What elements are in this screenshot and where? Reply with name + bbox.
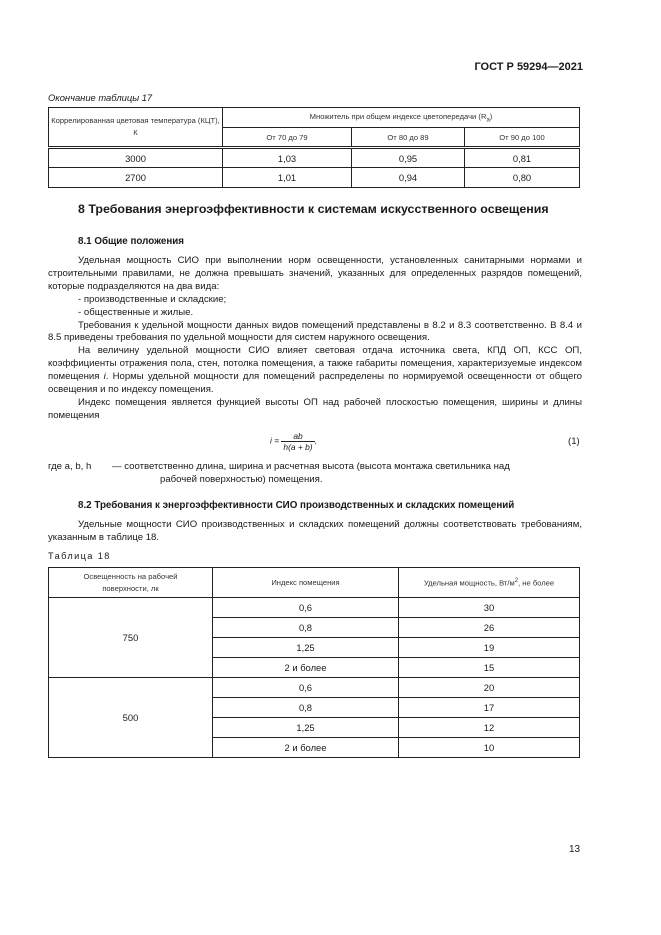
table-cell: 0,6 <box>213 598 399 618</box>
table18-header: Индекс помещения <box>213 568 399 598</box>
table-cell: 0,8 <box>213 618 399 638</box>
table-cell: 17 <box>399 698 580 718</box>
table-cell: 12 <box>399 718 580 738</box>
formula: i = $\frac{ab}{h(a + b)}$ , <box>270 431 317 452</box>
document-header: ГОСТ Р 59294—2021 <box>474 61 583 73</box>
table-cell: 30 <box>399 598 580 618</box>
table-cell: 1,01 <box>223 168 352 188</box>
table-cell: 10 <box>399 738 580 758</box>
table-row <box>49 168 580 188</box>
formula-legend: где a, b, h — соответственно длина, ширина и расчетная высота (высота монтажа светильника над рабочей поверхностью) помещения. <box>48 461 510 485</box>
table-cell: 15 <box>399 658 580 678</box>
table-18 <box>48 567 580 758</box>
table-row <box>49 598 580 618</box>
table-cell: 0,94 <box>352 168 465 188</box>
table17-col1-header: Коррелированная цветовая температура (КЦТ), К <box>49 108 223 148</box>
table-cell: 2700 <box>49 168 223 188</box>
paragraph: Удельные мощности СИО производственных и складских помещений должны соответствовать требованиям, указанным в таблице 18. <box>48 519 582 543</box>
formula-number: (1) <box>568 436 580 447</box>
table-cell: 2 и более <box>213 738 399 758</box>
list-item: - производственные и складские; <box>78 293 227 305</box>
table-17 <box>48 107 580 188</box>
table17-subheader: От 80 до 89 <box>352 128 465 148</box>
table-cell: 0,6 <box>213 678 399 698</box>
section-8-1-body <box>48 255 582 423</box>
table-cell: 0,95 <box>352 148 465 168</box>
table-cell: 26 <box>399 618 580 638</box>
illuminance-cell: 500 <box>49 678 213 758</box>
table-cell: 0,80 <box>465 168 580 188</box>
paragraph: На величину удельной мощности СИО влияет световая отдача источника света, КПД ОП, КСС ОП, коэффициенты отражения пола, стен, потолка помещения, а также габариты помещения, характеризуемые индексом помещения i. Нормы удельной мощности для помещений распределены по нормируемой освещенности от общего освещения и по индексу помещения. <box>48 345 582 396</box>
paragraph: Удельная мощность СИО при выполнении норм освещенности, установленных санитарными нормами и строительными правилами, не должна превышать значений, указанных для определенных разрядов помещений, которые подразделяются на два вида: <box>48 255 582 292</box>
table-cell: 2 и более <box>213 658 399 678</box>
table-cell: 20 <box>399 678 580 698</box>
section-8-heading: 8 Требования энергоэффективности к системам искусственного освещения <box>78 202 549 216</box>
table17-subheader: От 90 до 100 <box>465 128 580 148</box>
table17-caption: Окончание таблицы 17 <box>48 92 153 103</box>
table-cell: 1,25 <box>213 718 399 738</box>
table18-header: Освещенность на рабочей поверхности, лк <box>49 568 213 598</box>
table-cell: 19 <box>399 638 580 658</box>
table-row <box>49 148 580 168</box>
table-cell: 1,03 <box>223 148 352 168</box>
table-row <box>49 678 580 698</box>
table17-group-header: Множитель при общем индексе цветопередачи $(R_a)$ <box>223 108 580 128</box>
table17-subheader: От 70 до 79 <box>223 128 352 148</box>
paragraph: Требования к удельной мощности данных видов помещений представлены в 8.2 и 8.3 соответственно. В 8.4 и 8.5 приведены требования по удельной мощности для систем наружного освещения. <box>48 319 582 344</box>
illuminance-cell: 750 <box>49 598 213 678</box>
table-cell: 0,81 <box>465 148 580 168</box>
paragraph: Индекс помещения является функцией высоты ОП над рабочей плоскостью помещения, ширины и длины помещения <box>48 396 582 421</box>
table18-header: Удельная мощность, $Вт/м^2$, не более <box>399 568 580 598</box>
section-8-1-heading: 8.1 Общие положения <box>78 236 185 247</box>
table-cell: 0,8 <box>213 698 399 718</box>
list-item: - общественные и жилые. <box>78 306 194 318</box>
table18-caption: Таблица 18 <box>48 551 111 561</box>
table-cell: 3000 <box>49 148 223 168</box>
table-cell: 1,25 <box>213 638 399 658</box>
page-number: 13 <box>569 844 581 855</box>
section-8-2-heading: 8.2 Требования к энергоэффективности СИО производственных и складских помещений <box>78 500 515 511</box>
